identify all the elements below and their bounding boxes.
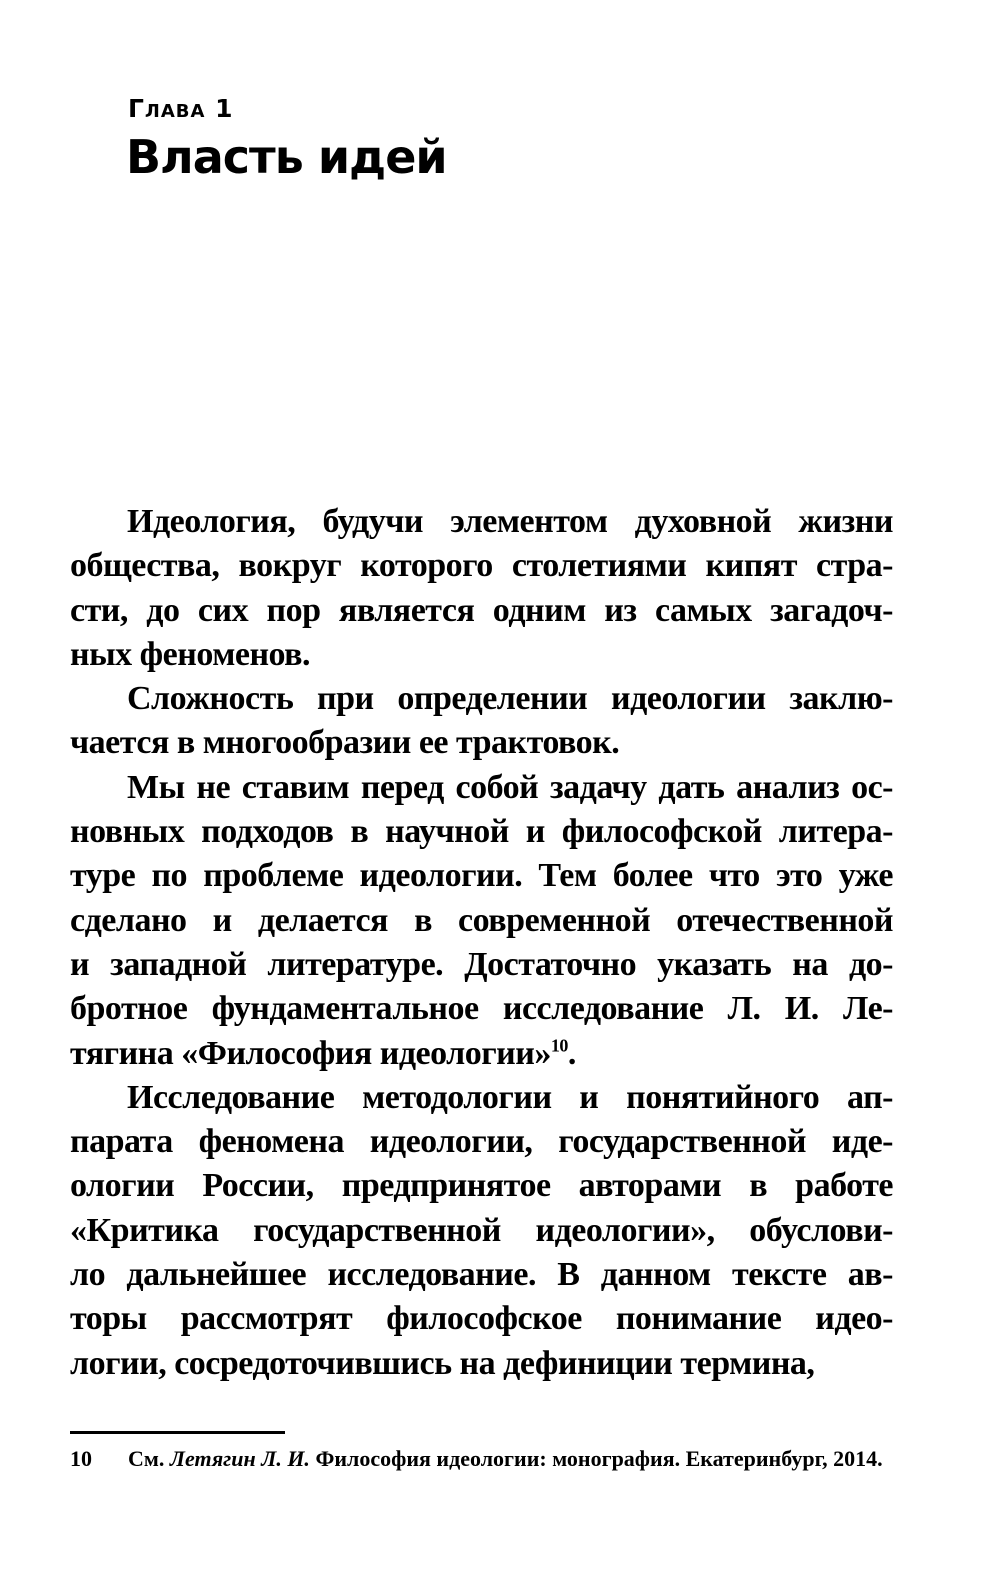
footnote-body: Философия идеологии: монография. Екатеринбург, 2014. [309,1446,883,1471]
text-line: логии, сосредоточившись на дефиниции термина, [70,1344,815,1382]
chapter-title: Власть идей [126,130,447,184]
text-line: чается в многообразии ее трактовок. [70,724,620,762]
text-line: ло дальнейшее исследование. В данном тексте ав- [70,1256,893,1294]
paragraph [70,500,893,677]
text-line: парата феномена идеологии, государственной иде- [70,1123,893,1161]
text-line: торы рассмотрят философское понимание идео- [70,1300,893,1338]
text-line: туре по проблеме идеологии. Тем более что это уже [70,857,893,895]
footnote-author: Летягин Л. И. [169,1446,310,1471]
text-line: «Критика государственной идеологии», обуслови- [70,1211,893,1249]
footnote-number: 10 [70,1446,92,1471]
text-line: Мы не ставим перед собой задачу дать анализ ос- [127,768,893,806]
text-line: Сложность при определении идеологии заклю- [127,680,893,718]
text-line: Идеология, будучи элементом духовной жизни [127,503,893,540]
chapter-label: Глава 1 [128,94,234,123]
paragraph [70,677,893,766]
paragraph [70,1076,893,1386]
text-line: общества, вокруг которого столетиями кипят стра- [70,547,893,585]
footnote-reference[interactable]: 10 [550,1035,568,1056]
text-line: новных подходов в научной и философской литера- [70,813,893,851]
footnote-text [128,1443,893,1474]
body-text [70,500,893,1386]
text-line: и западной литературе. Достаточно указать на до- [70,945,893,983]
text-line: тягина «Философия идеологии»$^{10}$. [70,1034,576,1072]
footnote [70,1443,893,1474]
footnote-divider [70,1431,285,1434]
text-line: сти, до сих пор является одним из самых загадоч- [70,591,893,629]
paragraph [70,766,893,1076]
footnote-prefix: См. [128,1446,170,1471]
text-line: ологии России, предпринятое авторами в работе [70,1167,893,1205]
footnote-reference-punctuation: . [567,1034,576,1072]
text-line: ных феноменов. [70,635,311,673]
text-line: бротное фундаментальное исследование Л. И. Ле- [70,990,893,1028]
text-line: сделано и делается в современной отечественной [70,901,893,939]
text-line: Исследование методологии и понятийного ап- [127,1078,893,1116]
